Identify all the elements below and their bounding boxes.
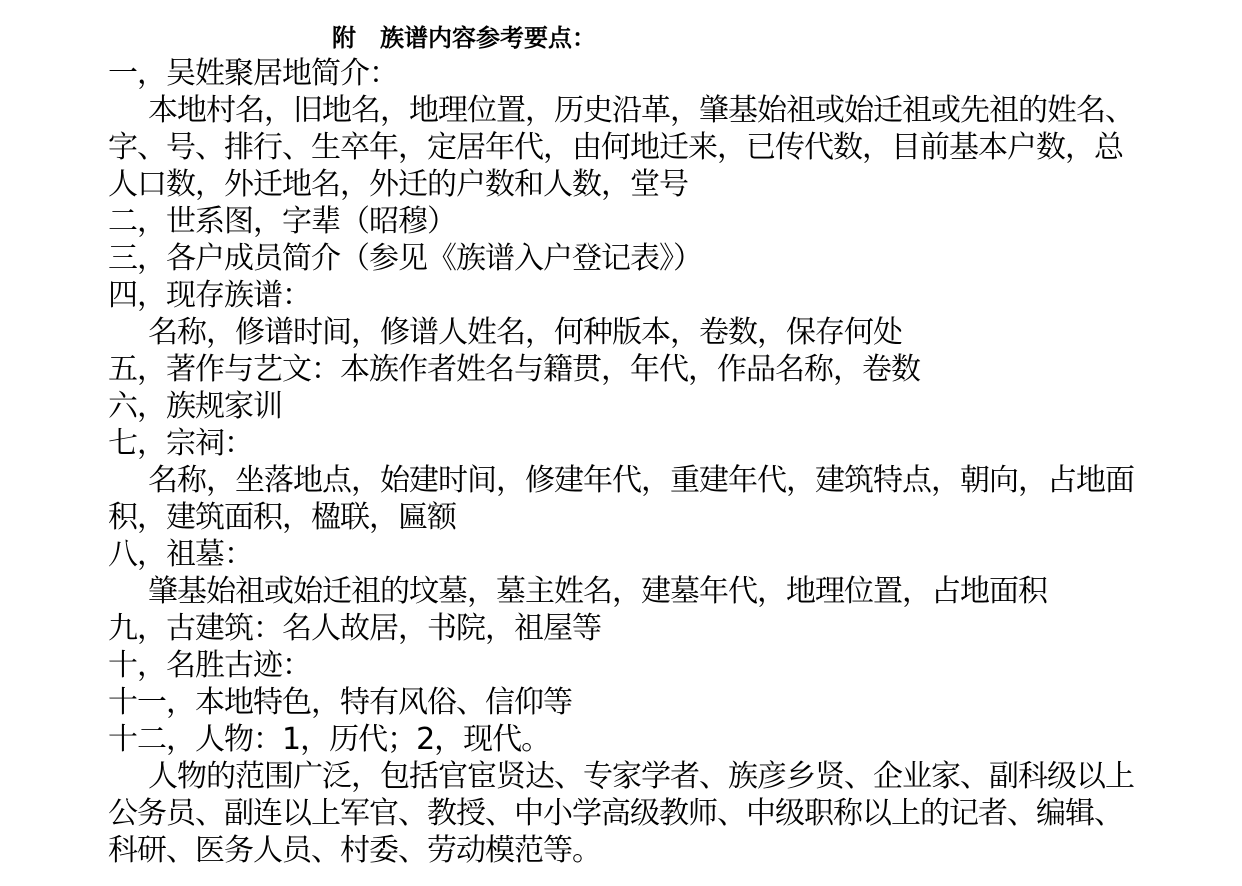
section-10-heading: 十，名胜古迹： <box>108 648 311 683</box>
section-4-paragraph: 名称，修谱时间，修谱人姓名，何种版本，卷数，保存何处 <box>148 315 902 350</box>
section-9-heading: 九，古建筑：名人故居，书院，祖屋等 <box>108 611 601 646</box>
section-6-heading: 六，族规家训 <box>108 389 282 424</box>
section-8-heading: 八，祖墓： <box>108 537 253 572</box>
section-5-heading: 五，著作与艺文：本族作者姓名与籍贯，年代，作品名称，卷数 <box>108 352 920 387</box>
section-7-heading: 七，宗祠： <box>108 426 253 461</box>
section-11-heading: 十一，本地特色，特有风俗、信仰等 <box>108 685 572 720</box>
document-body <box>108 55 1140 869</box>
document-title: 附 族谱内容参考要点： <box>332 24 596 52</box>
section-4-heading: 四，现存族谱： <box>108 278 311 313</box>
section-1-heading: 一，吴姓聚居地简介： <box>108 56 398 91</box>
section-3-heading: 三，各户成员简介（参见《族谱入户登记表》） <box>108 241 702 276</box>
section-1-paragraph: 本地村名，旧地名，地理位置，历史沿革，肇基始祖或始迁祖或先祖的姓名、字、号、排行、生卒年，定居年代，由何地迁来，已传代数，目前基本户数，总人口数，外迁地名，外迁的户数和人数，堂号 <box>108 93 1134 202</box>
section-12-paragraph: 人物的范围广泛，包括官宦贤达、专家学者、族彦乡贤、企业家、副科级以上公务员、副连以上军官、教授、中小学高级教师、中级职称以上的记者、编辑、科研、医务人员、村委、劳动模范等。 <box>108 759 1134 868</box>
section-12-heading: 十二，人物：1，历代；2，现代。 <box>108 722 551 757</box>
section-2-heading: 二，世系图，字辈（昭穆） <box>108 204 456 239</box>
section-8-paragraph: 肇基始祖或始迁祖的坟墓，墓主姓名，建墓年代，地理位置，占地面积 <box>148 574 1047 609</box>
section-7-paragraph: 名称，坐落地点，始建时间，修建年代，重建年代，建筑特点，朝向，占地面积，建筑面积，楹联，匾额 <box>108 463 1134 535</box>
